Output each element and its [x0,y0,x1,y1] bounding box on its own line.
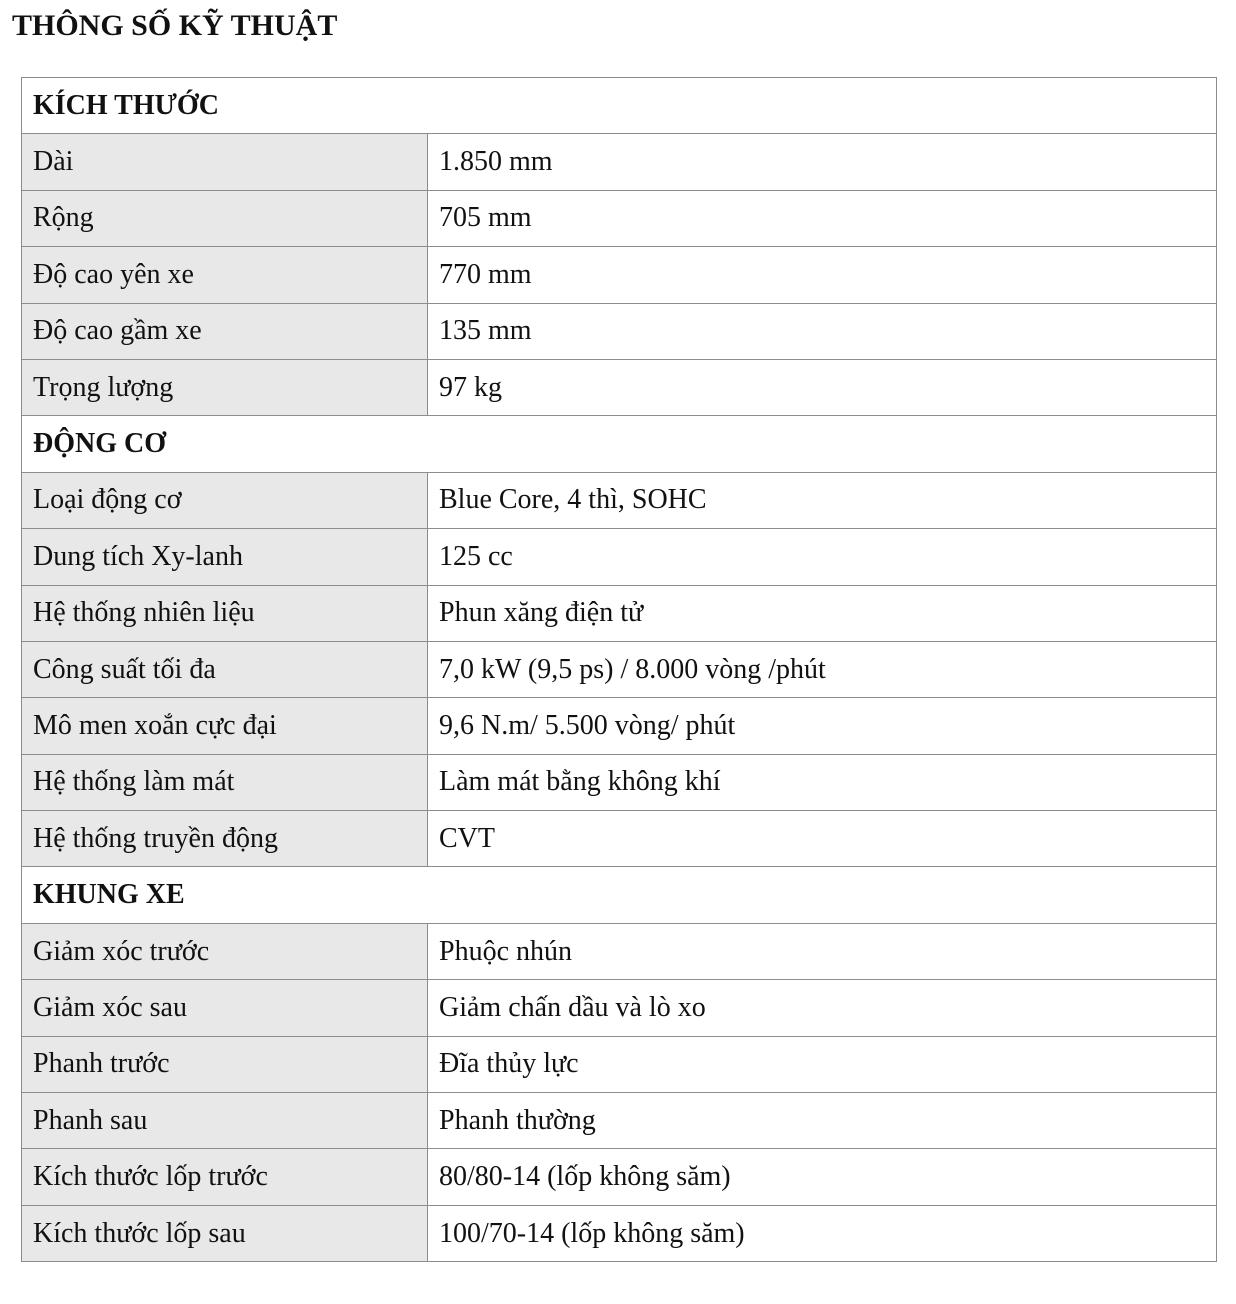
spec-label: Giảm xóc trước [22,923,428,979]
spec-value: 135 mm [428,303,1217,359]
spec-label: Kích thước lốp sau [22,1205,428,1261]
spec-value: Giảm chấn dầu và lò xo [428,980,1217,1036]
spec-label: Mô men xoắn cực đại [22,698,428,754]
spec-value: Làm mát bằng không khí [428,754,1217,810]
spec-row [22,641,1217,697]
section-header-engine [22,416,1217,472]
spec-row [22,247,1217,303]
spec-table [21,77,1217,1262]
spec-value: CVT [428,811,1217,867]
spec-value: 705 mm [428,190,1217,246]
spec-label: Công suất tối đa [22,641,428,697]
section-heading: KÍCH THƯỚC [22,78,1217,134]
spec-value: 97 kg [428,359,1217,415]
spec-label: Độ cao gầm xe [22,303,428,359]
spec-row [22,472,1217,528]
spec-row [22,1036,1217,1092]
spec-row [22,980,1217,1036]
spec-row [22,923,1217,979]
spec-label: Loại động cơ [22,472,428,528]
spec-label: Trọng lượng [22,359,428,415]
spec-row [22,190,1217,246]
spec-value: 7,0 kW (9,5 ps) / 8.000 vòng /phút [428,641,1217,697]
spec-row [22,811,1217,867]
spec-row [22,698,1217,754]
spec-label: Phanh sau [22,1093,428,1149]
section-heading: ĐỘNG CƠ [22,416,1217,472]
spec-value: Blue Core, 4 thì, SOHC [428,472,1217,528]
spec-row [22,1149,1217,1205]
spec-label: Hệ thống truyền động [22,811,428,867]
spec-value: 9,6 N.m/ 5.500 vòng/ phút [428,698,1217,754]
section-header-frame [22,867,1217,923]
spec-label: Kích thước lốp trước [22,1149,428,1205]
spec-value: 770 mm [428,247,1217,303]
spec-label: Giảm xóc sau [22,980,428,1036]
spec-value: 80/80-14 (lốp không săm) [428,1149,1217,1205]
section-header-dimensions [22,78,1217,134]
spec-label: Độ cao yên xe [22,247,428,303]
spec-label: Hệ thống nhiên liệu [22,585,428,641]
spec-label: Hệ thống làm mát [22,754,428,810]
spec-row [22,1205,1217,1261]
spec-value: Phanh thường [428,1093,1217,1149]
spec-value: Phun xăng điện tử [428,585,1217,641]
spec-row [22,359,1217,415]
spec-value: Phuộc nhún [428,923,1217,979]
spec-label: Dài [22,134,428,190]
spec-value: 1.850 mm [428,134,1217,190]
spec-label: Phanh trước [22,1036,428,1092]
spec-row [22,585,1217,641]
spec-label: Dung tích Xy-lanh [22,529,428,585]
spec-label: Rộng [22,190,428,246]
spec-row [22,529,1217,585]
spec-row [22,754,1217,810]
spec-value: Đĩa thủy lực [428,1036,1217,1092]
section-heading: KHUNG XE [22,867,1217,923]
spec-value: 100/70-14 (lốp không săm) [428,1205,1217,1261]
page-title: THÔNG SỐ KỸ THUẬT [12,9,338,42]
spec-row [22,303,1217,359]
spec-value: 125 cc [428,529,1217,585]
spec-row [22,134,1217,190]
spec-row [22,1093,1217,1149]
